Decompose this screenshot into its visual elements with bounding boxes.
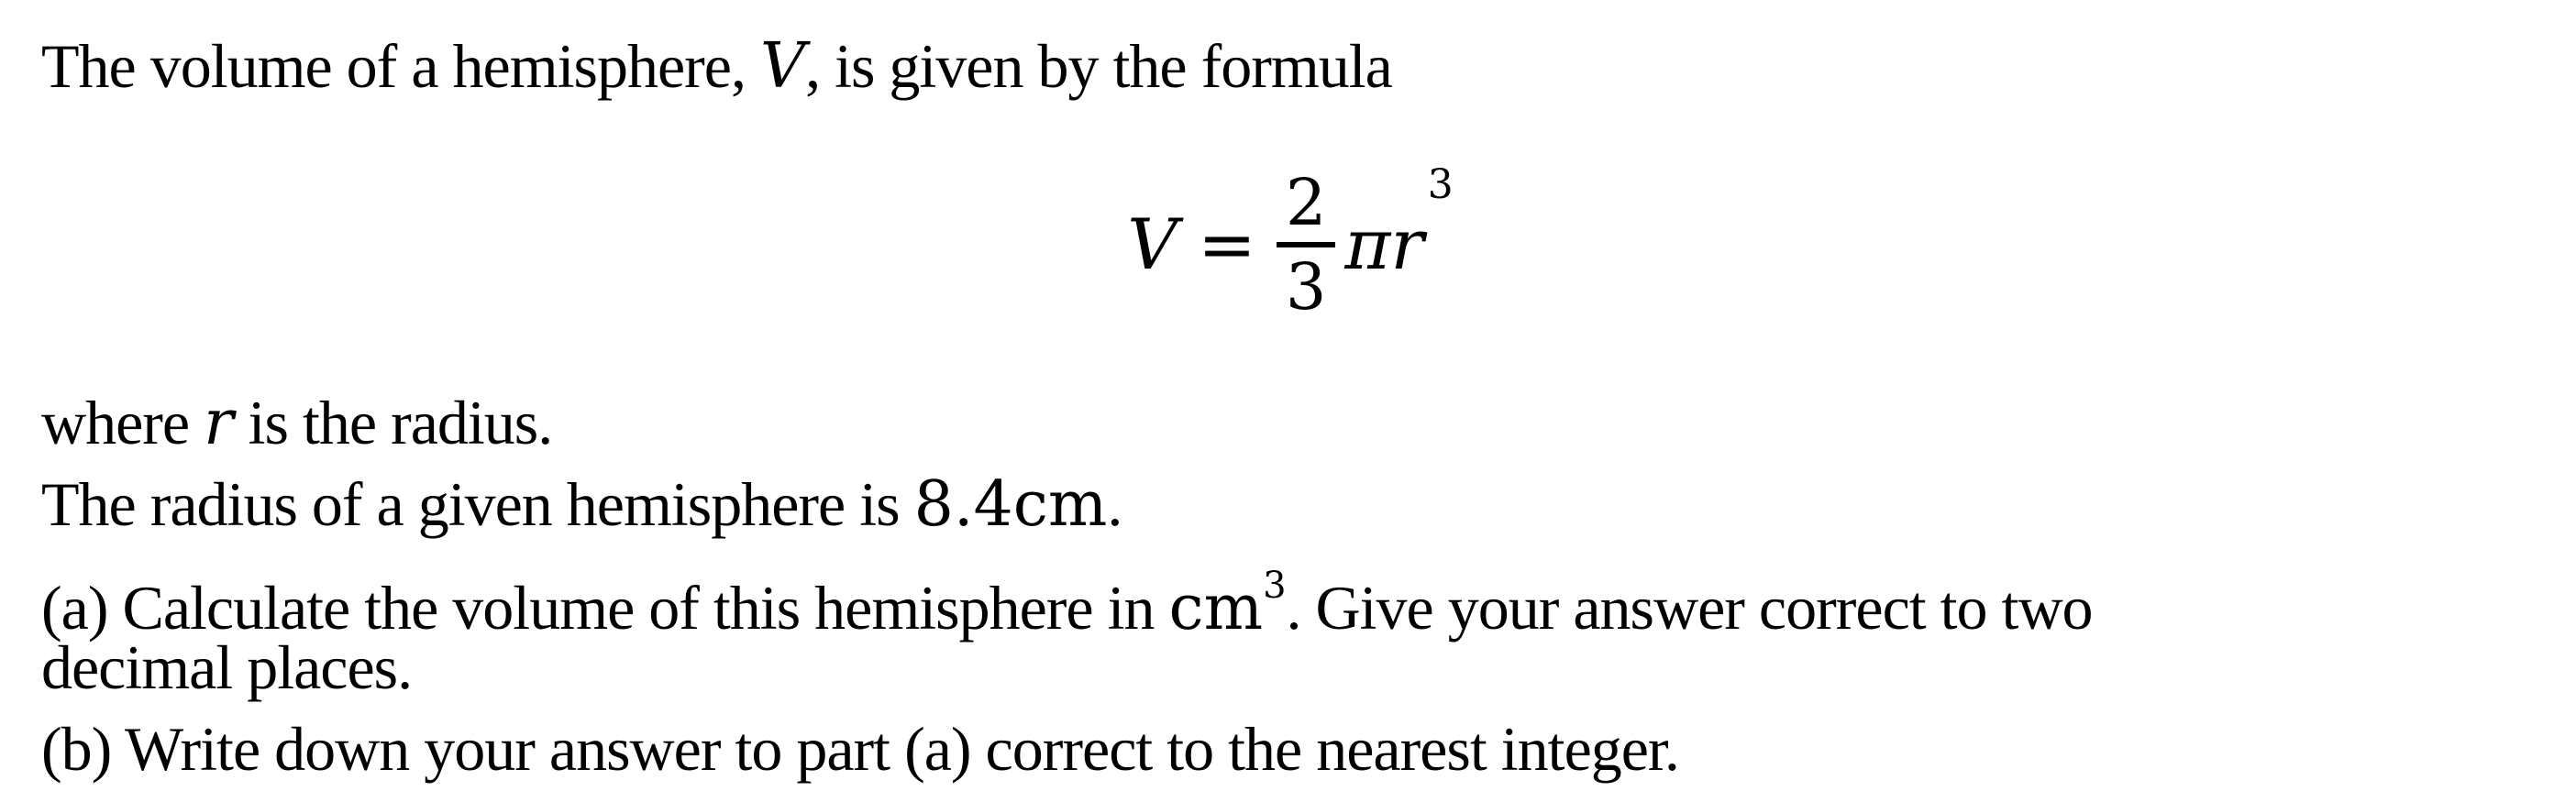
part-a-text-after: . Give your answer correct to two bbox=[1286, 573, 2093, 643]
equals-sign: = bbox=[1198, 203, 1256, 285]
where-text-after: is the radius. bbox=[233, 388, 553, 457]
radius-text-before: The radius of a given hemisphere is bbox=[41, 469, 914, 539]
formula-lhs-variable: V bbox=[1127, 203, 1178, 285]
part-a-unit: cm bbox=[1168, 572, 1264, 644]
intro-text-before: The volume of a hemisphere, bbox=[41, 31, 760, 101]
volume-formula bbox=[1127, 161, 1454, 324]
part-a-unit-exponent: 3 bbox=[1263, 565, 1287, 607]
part-b-line bbox=[41, 709, 2539, 790]
part-a-continuation-text: decimal places. bbox=[41, 632, 413, 702]
radius-line bbox=[41, 464, 2539, 545]
volume-variable: V bbox=[759, 30, 806, 103]
part-a-text-before: (a) Calculate the volume of this hemisphere in bbox=[41, 573, 1169, 643]
part-a-line bbox=[41, 545, 2539, 644]
where-line bbox=[41, 382, 2539, 464]
fraction-numerator: 2 bbox=[1277, 170, 1336, 247]
radius-variable: r bbox=[1390, 203, 1424, 285]
part-b-text: (b) Write down your answer to part (a) correct to the nearest integer. bbox=[41, 714, 1679, 784]
cube-exponent: 3 bbox=[1427, 161, 1454, 208]
fraction-denominator: 3 bbox=[1285, 249, 1327, 324]
intro-line bbox=[41, 26, 2539, 107]
formula-row bbox=[41, 107, 2539, 382]
where-text-before: where bbox=[41, 388, 205, 457]
fraction bbox=[1277, 165, 1336, 324]
radius-text-after: . bbox=[1107, 469, 1122, 539]
radius-value: 8.4cm bbox=[913, 468, 1108, 541]
where-radius-variable: r bbox=[204, 387, 234, 459]
pi-symbol: π bbox=[1344, 203, 1391, 285]
intro-text-after: , is given by the formula bbox=[805, 31, 1392, 101]
